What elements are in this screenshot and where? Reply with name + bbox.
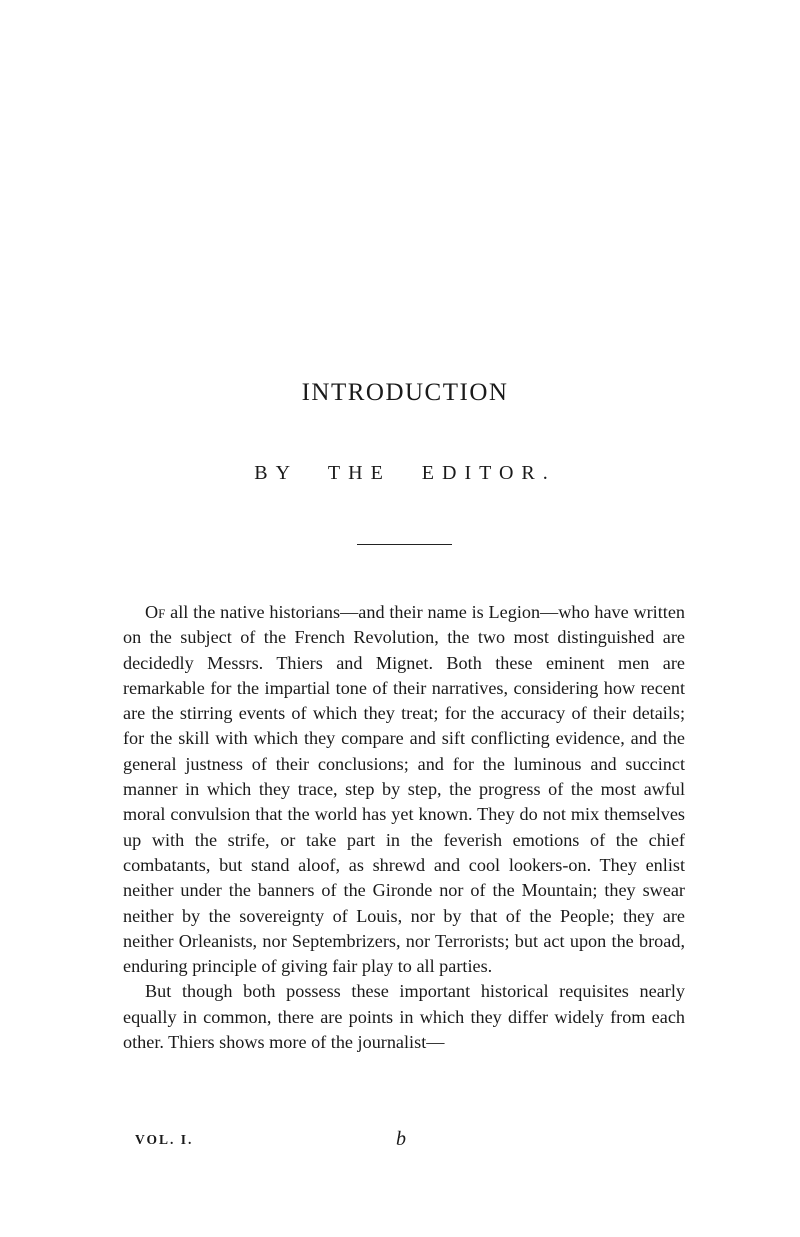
volume-marker: VOL. I. — [135, 1132, 194, 1147]
paragraph-1-text: all the native historians—and their name is Legion—who have written on the subject of the French Revolution, the two most distinguished are decidedly Messrs. Thiers and Mignet. Both these eminent men are remarkable for the impartial tone of their narratives, considering how recent are the stirring events of which they treat; for the accuracy of their details; for the skill with which they compare and sift conflicting evidence, and the general justness of their conclusions; and for the luminous and succinct manner in which they trace, step by step, the progress of the most awful moral convulsion that the world has yet known. They do not mix themselves up with the strife, or take part in the feverish emotions of the chief combatants, but stand aloof, as shrewd and cool lookers-on. They enlist neither under the banners of the Gironde nor of the Mountain; they swear neither by the sovereignty of Louis, nor by that of the People; they are neither Orleanists, nor Septembrizers, nor Terrorists; but act upon the broad, enduring principle of giving fair play to all parties. — [123, 602, 685, 977]
page-footer — [0, 1128, 800, 1152]
paragraph-1 — [123, 600, 685, 979]
chapter-title: INTRODUCTION — [301, 379, 509, 406]
paragraph-1-lead: Of — [145, 602, 166, 622]
decorative-rule — [357, 544, 452, 545]
signature-mark: b — [396, 1128, 406, 1150]
body-text — [123, 600, 685, 1055]
chapter-subtitle: BY THE EDITOR. — [254, 462, 556, 484]
paragraph-2: But though both possess these important historical requisites nearly equally in common, there are points in which they differ widely from each other. Thiers shows more of the journalist— — [123, 981, 685, 1053]
